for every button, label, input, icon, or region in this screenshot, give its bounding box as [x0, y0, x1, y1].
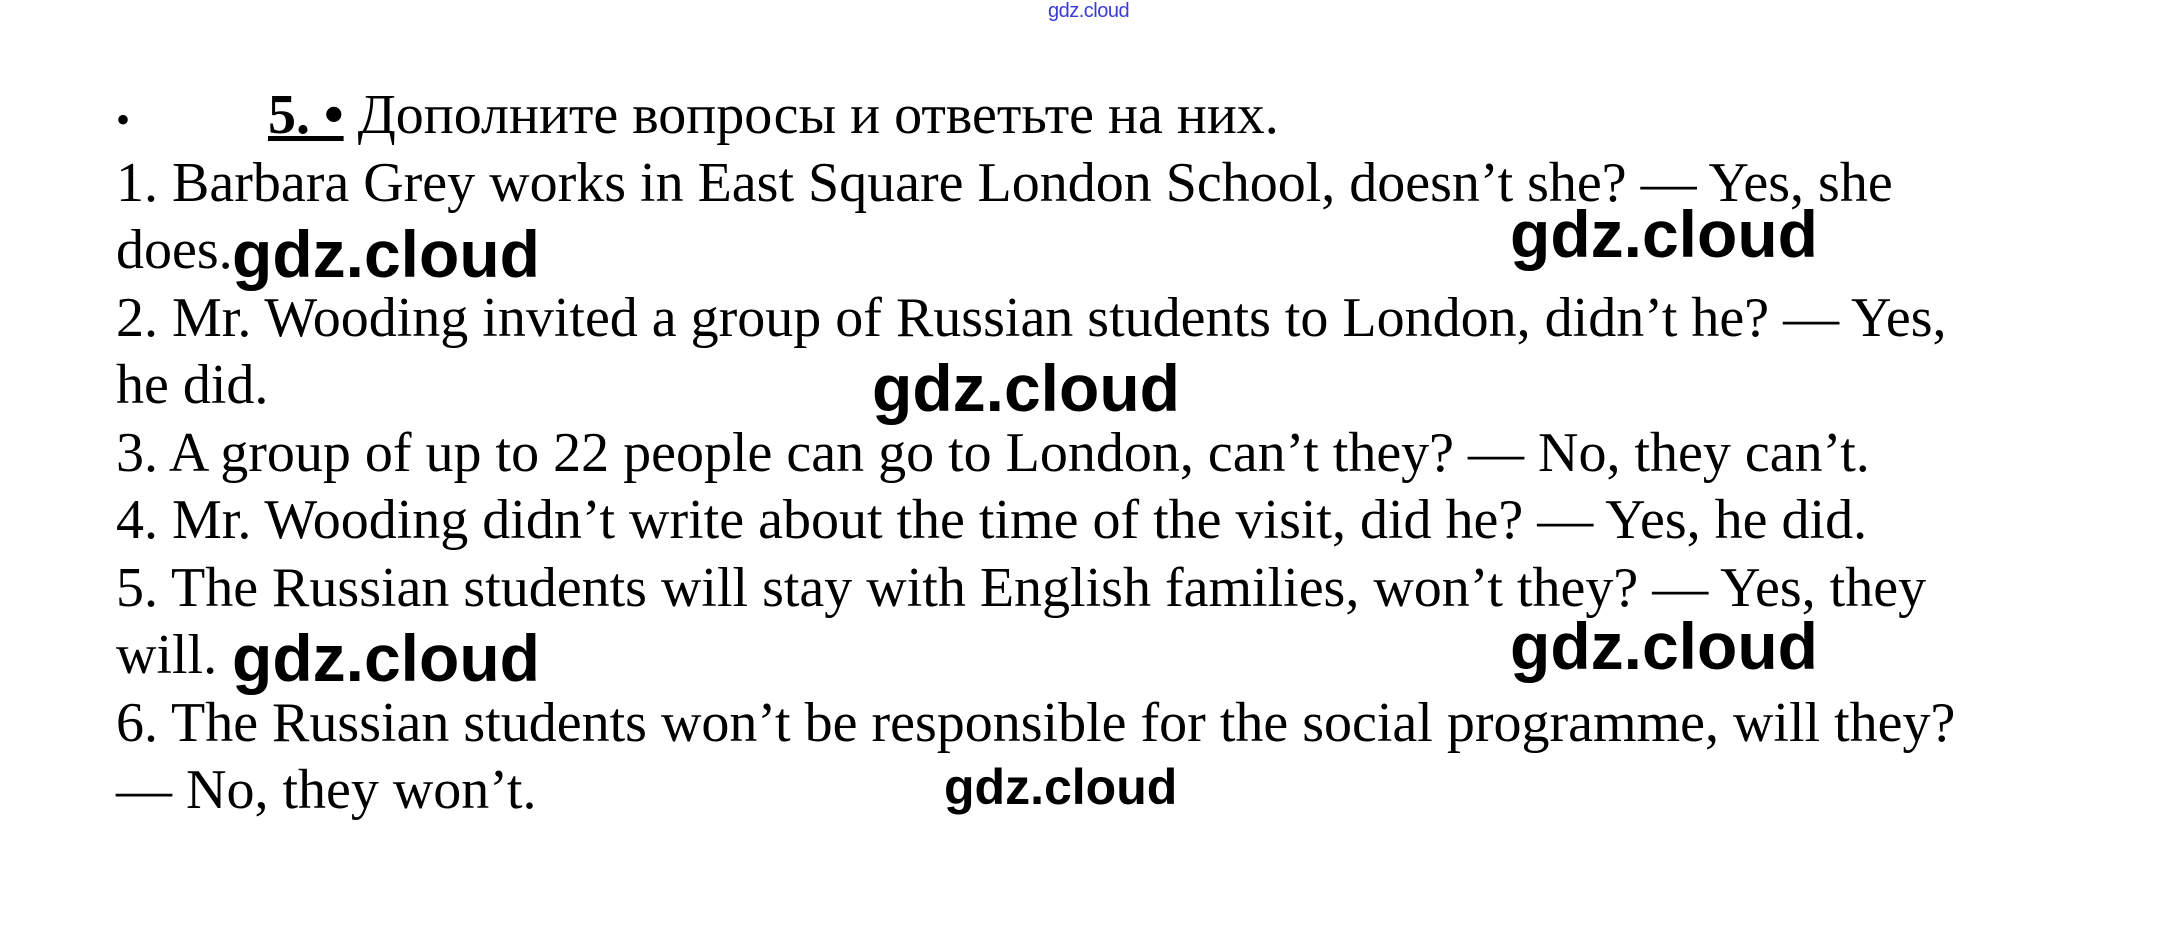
answer-line-5a: 5. The Russian students will stay with English families, won’t they? — Yes, they: [116, 556, 1927, 619]
watermark: gdz.cloud: [1510, 197, 1818, 271]
header-watermark: gdz.cloud: [1048, 0, 1130, 22]
answer-line-1a: 1. Barbara Grey works in East Square London School, doesn’t she? — Yes, she: [116, 151, 1893, 214]
exercise-text: [116, 82, 2116, 825]
task-number: 5. •: [268, 84, 344, 146]
watermark: gdz.cloud: [1510, 609, 1818, 683]
task-heading: [116, 82, 2116, 150]
answer-line-5b: will.: [116, 624, 218, 686]
task-instruction: Дополните вопросы и ответьте на них.: [357, 84, 1279, 146]
answer-line-3: 3. A group of up to 22 people can go to London, can’t they? — No, they can’t.: [116, 421, 1870, 484]
answer-line-6b: — No, they won’t.: [116, 759, 537, 821]
watermark: gdz.cloud: [232, 621, 540, 695]
answer-line-4: 4. Mr. Wooding didn’t write about the time of the visit, did he? — Yes, he did.: [116, 489, 1868, 551]
watermark: gdz.cloud: [872, 351, 1180, 425]
answer-line-2b: he did.: [116, 354, 269, 416]
watermark: gdz.cloud: [944, 759, 1178, 815]
answer-line-2a: 2. Mr. Wooding invited a group of Russian students to London, didn’t he? — Yes,: [116, 286, 1947, 349]
answer-line-6a: 6. The Russian students won’t be responsible for the social programme, will they?: [116, 691, 1956, 754]
watermark: gdz.cloud: [232, 217, 540, 291]
bullet-icon: •: [116, 97, 131, 143]
answer-line-1b: does.: [116, 219, 233, 281]
